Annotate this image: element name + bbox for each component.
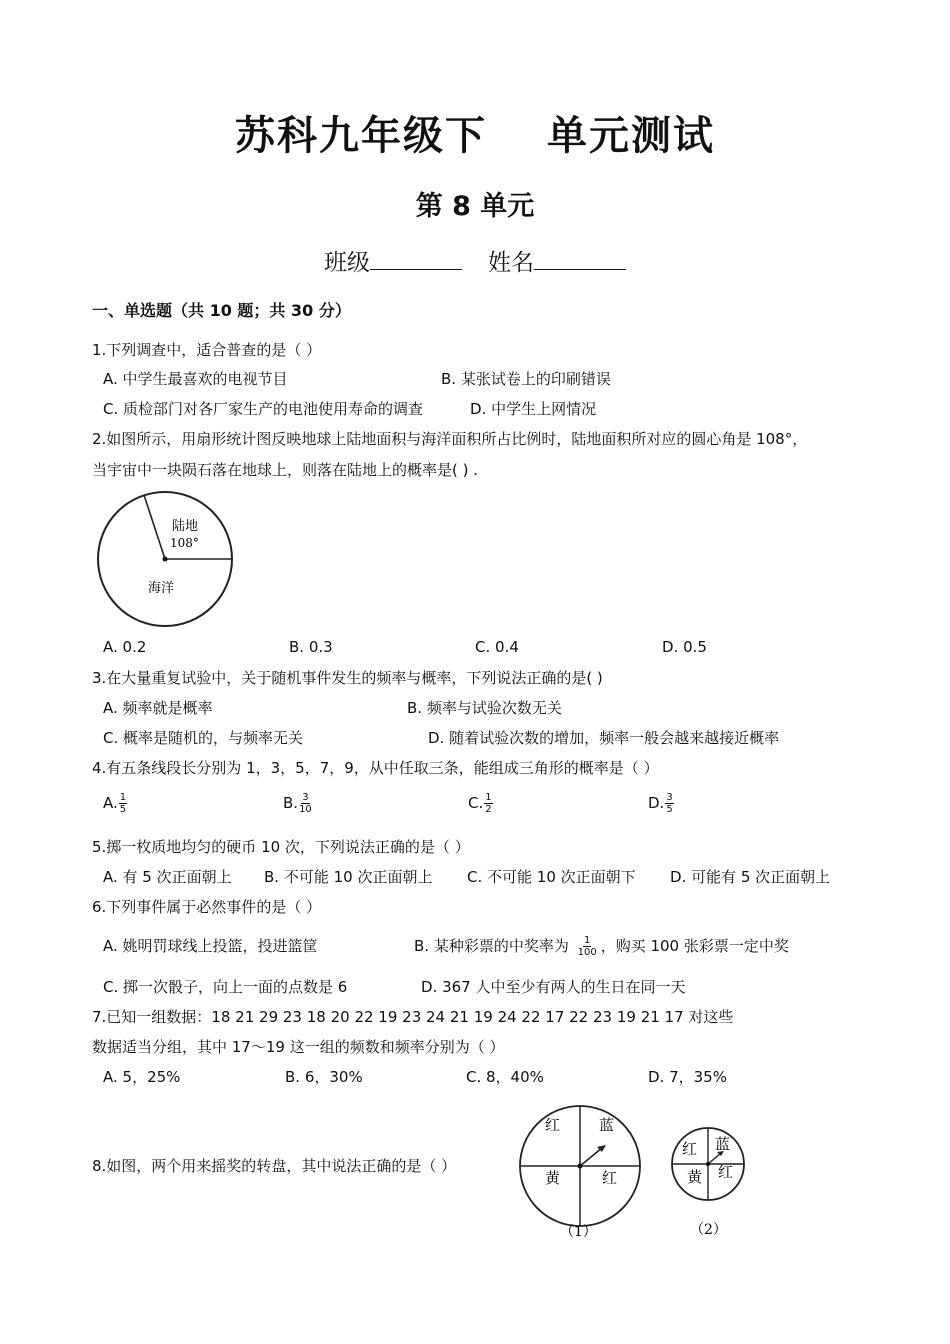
option-prefix: A. xyxy=(103,794,118,812)
question-2-option-a[interactable]: A. 0.2 xyxy=(103,638,147,656)
spinner-2-sector-red-top: 红 xyxy=(682,1140,698,1158)
title-left: 苏科九年级下 xyxy=(235,113,487,159)
spinner-2-center xyxy=(706,1162,710,1166)
question-2-stem-line2: 当宇宙中一块陨石落在地球上，则落在陆地上的概率是( ) . xyxy=(92,461,479,479)
question-3-stem: 3.在大量重复试验中，关于随机事件发生的频率与概率，下列说法正确的是( ) xyxy=(92,669,603,687)
pie-center-dot xyxy=(163,557,168,562)
student-info-line xyxy=(0,244,950,277)
question-5-option-a[interactable]: A. 有 5 次正面朝上 xyxy=(103,868,232,886)
question-5-option-d[interactable]: D. 可能有 5 次正面朝上 xyxy=(670,868,831,886)
land-label: 陆地 xyxy=(172,519,199,534)
option-b-text: B. 某种彩票的中奖率为 xyxy=(414,937,569,955)
question-4-stem: 4.有五条线段长分别为 1，3，5，7，9，从中任取三条，能组成三角形的概率是（ ） xyxy=(92,759,659,777)
question-5-option-b[interactable]: B. 不可能 10 次正面朝上 xyxy=(264,868,433,886)
land-ocean-pie-chart xyxy=(92,488,240,630)
page-title xyxy=(0,104,950,161)
class-blank[interactable] xyxy=(370,247,462,270)
question-6-option-a[interactable]: A. 姚明罚球线上投篮，投进篮筐 xyxy=(103,937,318,955)
fraction: $\frac{1}{5}$ xyxy=(119,792,127,815)
option-prefix: D. xyxy=(648,794,665,812)
question-4-option-d[interactable] xyxy=(648,792,674,815)
spinner-2-caption: （2） xyxy=(690,1222,727,1238)
ocean-label: 海洋 xyxy=(148,581,175,596)
question-1-option-b[interactable]: B. 某张试卷上的印刷错误 xyxy=(441,370,611,388)
name-label: 姓名 xyxy=(488,250,534,276)
question-3-option-a[interactable]: A. 频率就是概率 xyxy=(103,699,213,717)
spinner-2-sector-yellow: 黄 xyxy=(687,1168,703,1186)
spinner-1-sector-blue: 蓝 xyxy=(599,1116,615,1134)
spinner-1-caption: （1） xyxy=(560,1224,597,1240)
spinner-1-sector-red-top: 红 xyxy=(545,1116,561,1134)
spinner-2-sector-red-bottom: 红 xyxy=(718,1163,734,1181)
question-7-option-d[interactable]: D. 7，35% xyxy=(648,1068,727,1086)
question-3-option-c[interactable]: C. 概率是随机的，与频率无关 xyxy=(103,729,304,747)
question-2-option-d[interactable]: D. 0.5 xyxy=(662,638,707,656)
question-6-stem: 6.下列事件属于必然事件的是（ ） xyxy=(92,898,322,916)
fraction: $\frac{3}{10}$ xyxy=(299,792,312,815)
question-4-option-a[interactable] xyxy=(103,792,127,815)
question-7-stem-line2: 数据适当分组，其中 17～19 这一组的频数和频率分别为（ ） xyxy=(92,1038,505,1056)
class-label: 班级 xyxy=(324,250,370,276)
option-prefix: C. xyxy=(468,794,484,812)
pie-radius-slanted xyxy=(144,495,165,559)
question-3-option-d[interactable]: D. 随着试验次数的增加，频率一般会越来越接近概率 xyxy=(428,729,780,747)
spinner-1-sector-red-bottom: 红 xyxy=(602,1169,618,1187)
question-7-stem-line1: 7.已知一组数据：18 21 29 23 18 20 22 19 23 24 21 19 24 22 17 22 23 19 21 17 对这些 xyxy=(92,1008,734,1026)
question-1-option-a[interactable]: A. 中学生最喜欢的电视节目 xyxy=(103,370,288,388)
spinner-1-sector-yellow: 黄 xyxy=(545,1169,561,1187)
option-prefix: B. xyxy=(283,794,299,812)
question-5-stem: 5.掷一枚质地均匀的硬币 10 次，下列说法正确的是（ ） xyxy=(92,838,470,856)
fraction: $\frac{3}{5}$ xyxy=(666,792,673,815)
question-1-option-d[interactable]: D. 中学生上网情况 xyxy=(470,400,597,418)
fraction: $\frac{1}{100}$ xyxy=(577,935,597,958)
question-6-option-c[interactable]: C. 掷一次骰子，向上一面的点数是 6 xyxy=(103,978,348,996)
name-blank[interactable] xyxy=(534,247,626,270)
option-b-tail: ，购买 100 张彩票一定中奖 xyxy=(600,937,789,955)
spinner-1-center xyxy=(578,1164,583,1169)
fraction: $\frac{1}{2}$ xyxy=(485,792,492,815)
question-7-option-a[interactable]: A. 5，25% xyxy=(103,1068,181,1086)
spinner-2-sector-blue: 蓝 xyxy=(715,1135,731,1153)
question-3-option-b[interactable]: B. 频率与试验次数无关 xyxy=(407,699,562,717)
page-subtitle: 第 8 单元 xyxy=(415,191,535,222)
spinner-2-figure xyxy=(668,1124,754,1240)
question-4-option-c[interactable] xyxy=(468,792,493,815)
spinner-1-figure xyxy=(518,1096,648,1240)
spinner-1-pointer xyxy=(580,1148,602,1166)
title-right: 单元测试 xyxy=(547,113,715,159)
question-1-stem: 1.下列调查中，适合普查的是（ ） xyxy=(92,341,322,359)
question-2-stem-line1: 2.如图所示，用扇形统计图反映地球上陆地面积与海洋面积所占比例时，陆地面积所对应的圆心角是 108°， xyxy=(92,430,808,448)
question-1-option-c[interactable]: C. 质检部门对各厂家生产的电池使用寿命的调查 xyxy=(103,400,424,418)
land-angle-label: 108° xyxy=(170,536,199,550)
section-heading: 一、单选题（共 10 题；共 30 分） xyxy=(92,301,351,320)
question-5-option-c[interactable]: C. 不可能 10 次正面朝下 xyxy=(467,868,636,886)
question-8-stem: 8.如图，两个用来摇奖的转盘，其中说法正确的是（ ） xyxy=(92,1157,457,1175)
question-7-option-b[interactable]: B. 6，30% xyxy=(285,1068,363,1086)
question-2-option-b[interactable]: B. 0.3 xyxy=(289,638,333,656)
question-6-option-d[interactable]: D. 367 人中至少有两人的生日在同一天 xyxy=(421,978,686,996)
question-4-option-b[interactable] xyxy=(283,792,312,815)
question-2-option-c[interactable]: C. 0.4 xyxy=(475,638,519,656)
question-6-option-b[interactable] xyxy=(414,935,789,958)
question-7-option-c[interactable]: C. 8，40% xyxy=(466,1068,544,1086)
